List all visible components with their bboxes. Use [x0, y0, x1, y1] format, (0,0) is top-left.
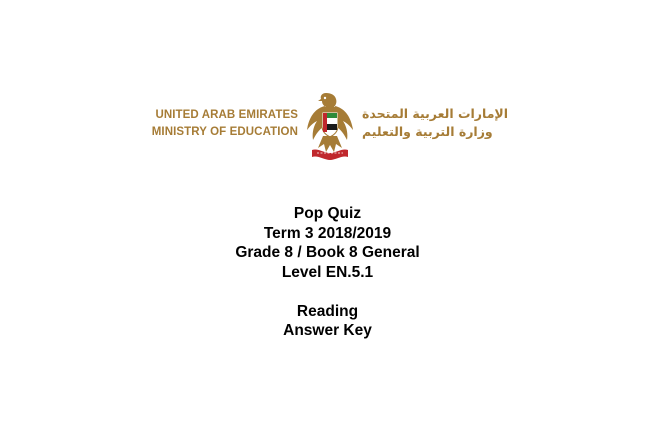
quiz-title: Pop Quiz — [293, 205, 362, 222]
english-ministry-name — [148, 107, 298, 141]
level-label: Level EN.5.1 — [281, 263, 374, 281]
document-type-label: Answer Key — [283, 322, 372, 339]
english-line-ministry: MINISTRY OF EDUCATION — [151, 126, 298, 138]
uae-falcon-emblem-icon — [304, 90, 356, 164]
quiz-title-block — [0, 204, 655, 341]
ministry-header — [0, 86, 655, 166]
term-label: Term 3 2018/2019 — [263, 224, 392, 242]
subject-label: Reading — [296, 302, 359, 320]
arabic-ministry-name — [362, 105, 520, 141]
english-line-country: UNITED ARAB EMIRATES — [155, 109, 298, 121]
arabic-line-country: الإمارات العربية المتحدة — [362, 106, 509, 121]
arabic-line-ministry: وزارة التربية والتعليم — [362, 124, 493, 139]
spacer — [0, 282, 655, 302]
grade-label: Grade 8 / Book 8 General — [235, 244, 420, 261]
